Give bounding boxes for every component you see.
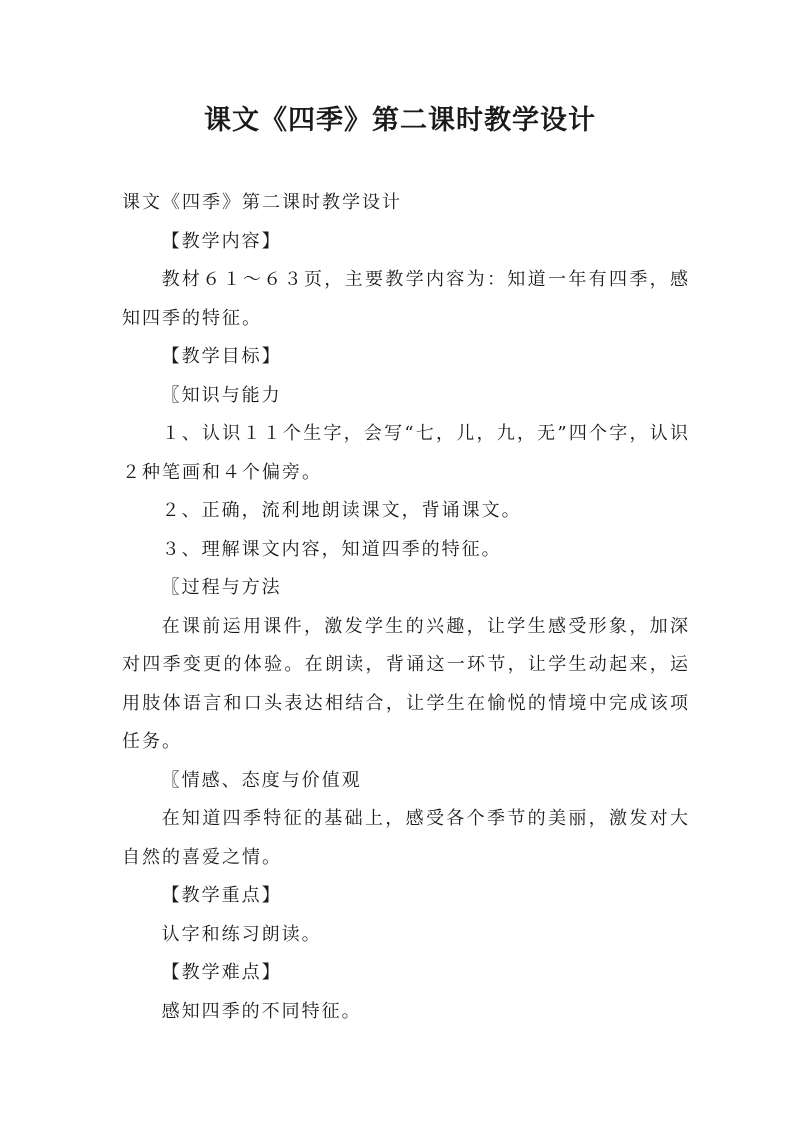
subheading-emotion: 〖情感、态度与价值观 bbox=[161, 769, 362, 791]
subheading-process: 〖过程与方法 bbox=[161, 577, 282, 598]
document-body bbox=[122, 184, 690, 1031]
subheading-knowledge: 〖知识与能力 bbox=[161, 384, 282, 406]
content-paragraph: 教材６１～６３页，主要教学内容为：知道一年有四季，感知四季的特征。 bbox=[122, 269, 690, 329]
emotion-paragraph: 在知道四季特征的基础上，感受各个季节的美丽，激发对大自然的喜爱之情。 bbox=[122, 808, 690, 868]
focus-paragraph: 认字和练习朗读。 bbox=[161, 923, 322, 945]
document-title: 课文《四季》第二课时教学设计 bbox=[204, 105, 596, 136]
section-heading-difficulty: 【教学难点】 bbox=[161, 962, 282, 983]
difficulty-paragraph: 感知四季的不同特征。 bbox=[161, 1000, 362, 1022]
section-heading-focus: 【教学重点】 bbox=[161, 885, 282, 906]
goal-item-1: １、认识１１个生字，会写“七，儿，九，无”四个字，认识２种笔画和４个偏旁。 bbox=[122, 423, 690, 483]
goal-item-3: ３、理解课文内容，知道四季的特征。 bbox=[161, 538, 502, 560]
goal-item-2: ２、正确，流利地朗读课文，背诵课文。 bbox=[161, 500, 522, 521]
section-heading-content: 【教学内容】 bbox=[161, 230, 282, 252]
section-heading-goals: 【教学目标】 bbox=[161, 346, 282, 367]
process-paragraph: 在课前运用课件，激发学生的兴趣，让学生感受形象，加深对四季变更的体验。在朗读，背诵这一环节，让学生动起来，运用肢体语言和口头表达相结合，让学生在愉悦的情境中完成该项任务。 bbox=[122, 615, 690, 752]
intro-line: 课文《四季》第二课时教学设计 bbox=[122, 192, 402, 213]
